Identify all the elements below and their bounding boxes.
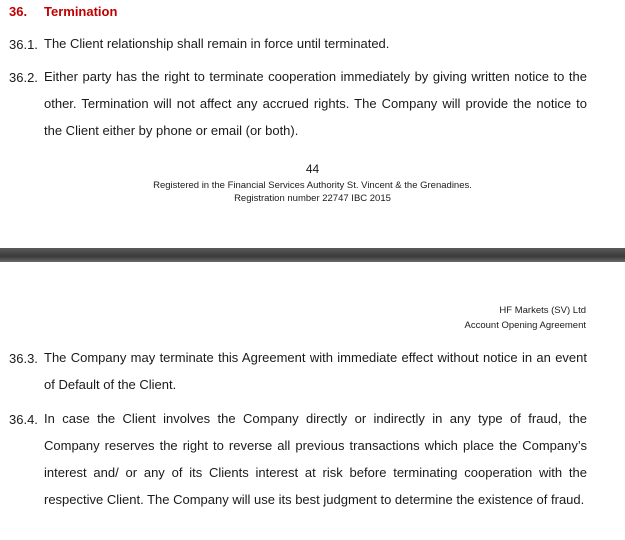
clause-36-2 bbox=[9, 70, 587, 144]
clause-36-1 bbox=[9, 37, 587, 57]
clause-36-4 bbox=[9, 412, 587, 513]
clause-number: 36.1. bbox=[9, 37, 38, 52]
registration-line-1: Registered in the Financial Services Authority St. Vincent & the Grenadines. bbox=[153, 180, 472, 191]
page-break-divider bbox=[0, 248, 625, 262]
header-company: HF Markets (SV) Ltd bbox=[499, 305, 586, 316]
section-number: 36. bbox=[9, 4, 28, 19]
clause-text: The Client relationship shall remain in force until terminated. bbox=[44, 36, 390, 51]
clause-36-3 bbox=[9, 351, 587, 398]
clause-text: Either party has the right to terminate cooperation immediately by giving written notice to the other. Termination will not affect any accrued rights. The Company will provide the notice to the Client either by phone or email (or both). bbox=[44, 69, 587, 138]
clause-text: The Company may terminate this Agreement with immediate effect without notice in an event of Default of the Client. bbox=[44, 350, 587, 392]
section-heading bbox=[9, 4, 117, 19]
clause-number: 36.4. bbox=[9, 412, 38, 427]
document-page-top bbox=[0, 0, 625, 248]
document-page-bottom bbox=[0, 262, 625, 540]
header-document-title: Account Opening Agreement bbox=[464, 320, 586, 331]
clause-number: 36.2. bbox=[9, 70, 38, 85]
page-number: 44 bbox=[305, 162, 320, 176]
clause-number: 36.3. bbox=[9, 351, 38, 366]
registration-line-2: Registration number 22747 IBC 2015 bbox=[234, 193, 391, 204]
clause-text: In case the Client involves the Company directly or indirectly in any type of fraud, the Company reserves the right to reverse all previous transactions which place the Company’s interest and/ or any of its Clients interest at risk before terminating cooperation with the respective Client. The Company will use its best judgment to determine the existence of fraud. bbox=[44, 411, 587, 507]
section-title: Termination bbox=[44, 4, 118, 19]
